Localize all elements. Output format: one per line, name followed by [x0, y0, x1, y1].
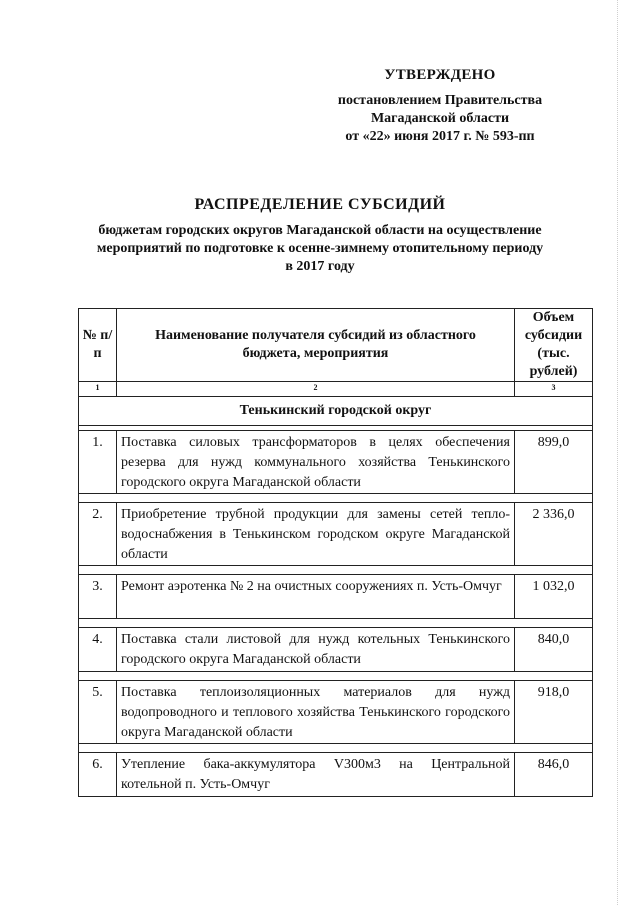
row-name: Поставка стали листовой для нужд котельных Тенькинского городского округа Магаданской области: [117, 628, 515, 672]
subsidy-table: [78, 308, 593, 797]
row-amount: 918,0: [515, 681, 593, 744]
table-row: [79, 503, 593, 566]
row-name: Поставка теплоизоляционных материалов для нужд водопроводного и теплового хозяйства Тенькинского городского округа Магаданской области: [117, 681, 515, 744]
row-amount: 840,0: [515, 628, 593, 672]
table-row: [79, 753, 593, 797]
row-amount: 1 032,0: [515, 575, 593, 619]
table-row: [79, 431, 593, 494]
scan-edge: [617, 0, 640, 905]
table-row: [79, 628, 593, 672]
col-number-3: 3: [515, 382, 593, 397]
column-number-row: [79, 382, 593, 397]
row-number: 5.: [79, 681, 117, 744]
row-amount: 846,0: [515, 753, 593, 797]
document-title: РАСПРЕДЕЛЕНИЕ СУБСИДИЙ: [194, 196, 446, 213]
row-number: 2.: [79, 503, 117, 566]
approval-heading: УТВЕРЖДЕНО: [384, 67, 496, 83]
approval-block: [320, 66, 560, 146]
subtitle-line-2: мероприятий по подготовке к осенне-зимнему отопительному периоду: [96, 241, 544, 256]
document-subtitle: [70, 222, 570, 276]
row-number: 3.: [79, 575, 117, 619]
subtitle-line-1: бюджетам городских округов Магаданской области на осуществление: [98, 223, 542, 238]
table-header-row: [79, 309, 593, 382]
approval-line-3: от «22» июня 2017 г. № 593-пп: [345, 129, 535, 144]
row-number: 1.: [79, 431, 117, 494]
row-name: Приобретение трубной продукции для замены сетей тепло-водоснабжения в Тенькинском городском округе Магаданской области: [117, 503, 515, 566]
row-number: 6.: [79, 753, 117, 797]
row-name: Поставка силовых трансформаторов в целях обеспечения резерва для нужд коммунального хозяйства Тенькинского городского округа Магаданской области: [117, 431, 515, 494]
header-num: № п/п: [79, 309, 117, 382]
table-row: [79, 575, 593, 619]
row-amount: 899,0: [515, 431, 593, 494]
header-name: Наименование получателя субсидий из областного бюджета, мероприятия: [117, 309, 515, 382]
row-amount: 2 336,0: [515, 503, 593, 566]
col-number-2: 2: [117, 382, 515, 397]
approval-line-1: постановлением Правительства: [337, 93, 543, 108]
row-number: 4.: [79, 628, 117, 672]
row-name: Ремонт аэротенка № 2 на очистных сооружениях п. Усть-Омчуг: [117, 575, 515, 619]
section-title: Тенькинский городской округ: [79, 397, 593, 426]
section-row: [79, 397, 593, 426]
subtitle-line-3: в 2017 году: [285, 259, 355, 274]
table-row: [79, 681, 593, 744]
col-number-1: 1: [79, 382, 117, 397]
row-name: Утепление бака-аккумулятора V300м3 на Центральной котельной п. Усть-Омчуг: [117, 753, 515, 797]
header-amount: Объем субсидии (тыс. рублей): [515, 309, 593, 382]
approval-line-2: Магаданской области: [370, 111, 510, 126]
